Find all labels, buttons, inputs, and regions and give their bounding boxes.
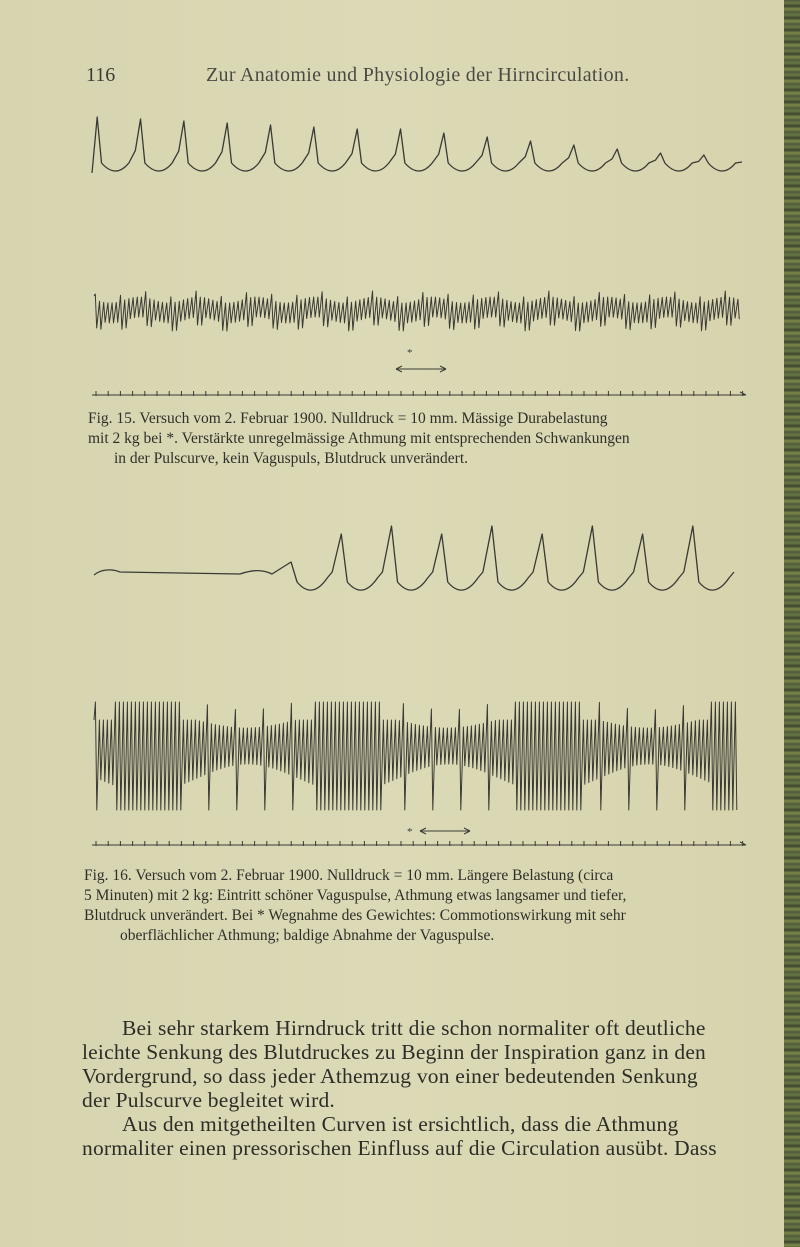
caption-line: oberflächlicher Athmung; baldige Abnahme der Vaguspulse. xyxy=(120,927,495,944)
pulse-line xyxy=(94,702,737,810)
time-ticks xyxy=(92,391,746,396)
fig16-pulse-trace xyxy=(0,700,785,820)
fig15-respiration-trace xyxy=(0,110,785,185)
fig16-respiration-trace xyxy=(0,520,785,600)
fig15-time-marker-line xyxy=(0,388,785,402)
caption-line: Blutdruck unverändert. Bei * Wegnahme des Gewichtes: Commotionswirkung mit sehr xyxy=(84,907,626,924)
body-line: Bei sehr starkem Hirndruck tritt die schon normaliter oft deutliche xyxy=(122,1016,706,1040)
fig16-caption xyxy=(84,866,626,946)
body-text xyxy=(82,1016,732,1160)
pulse-line xyxy=(94,291,739,331)
body-line: leichte Senkung des Blutdruckes zu Beginn der Inspiration ganz in den xyxy=(82,1040,707,1064)
caption-line: Fig. 16. Versuch vom 2. Februar 1900. Nulldruck = 10 mm. Längere Belastung (circa xyxy=(84,867,614,884)
page-number: 116 xyxy=(86,64,116,86)
time-arrow xyxy=(420,828,470,834)
body-line: der Pulscurve begleitet wird. xyxy=(82,1088,335,1112)
marker-asterisk: * xyxy=(407,826,413,838)
body-line: Aus den mitgetheilten Curven ist ersichtlich, dass die Athmung xyxy=(122,1112,679,1136)
fig15-caption xyxy=(88,409,630,469)
running-head: Zur Anatomie und Physiologie der Hirncirculation. xyxy=(206,64,630,86)
marker-asterisk: * xyxy=(407,347,413,359)
respiration-line xyxy=(92,117,742,173)
caption-line: 5 Minuten) mit 2 kg: Eintritt schöner Vaguspulse, Athmung etwas langsamer und tiefer, xyxy=(84,887,627,904)
respiration-line xyxy=(94,526,734,590)
caption-line: Fig. 15. Versuch vom 2. Februar 1900. Nulldruck = 10 mm. Mässige Durabelastung xyxy=(88,410,608,427)
caption-line: mit 2 kg bei *. Verstärkte unregelmässige Athmung mit entsprechenden Schwankungen xyxy=(88,430,630,447)
fig15-marker xyxy=(0,342,785,382)
time-arrow xyxy=(396,366,446,372)
page-edge xyxy=(784,0,800,1247)
fig15-pulse-trace xyxy=(0,290,785,345)
body-line: Vordergrund, so dass jeder Athemzug von einer bedeutenden Senkung xyxy=(82,1064,698,1088)
fig16-time-marker-line xyxy=(0,836,785,854)
caption-line: in der Pulscurve, kein Vaguspuls, Blutdruck unverändert. xyxy=(114,450,468,467)
body-line: normaliter einen pressorischen Einfluss auf die Circulation ausübt. Dass xyxy=(82,1136,717,1160)
time-ticks xyxy=(92,841,746,846)
